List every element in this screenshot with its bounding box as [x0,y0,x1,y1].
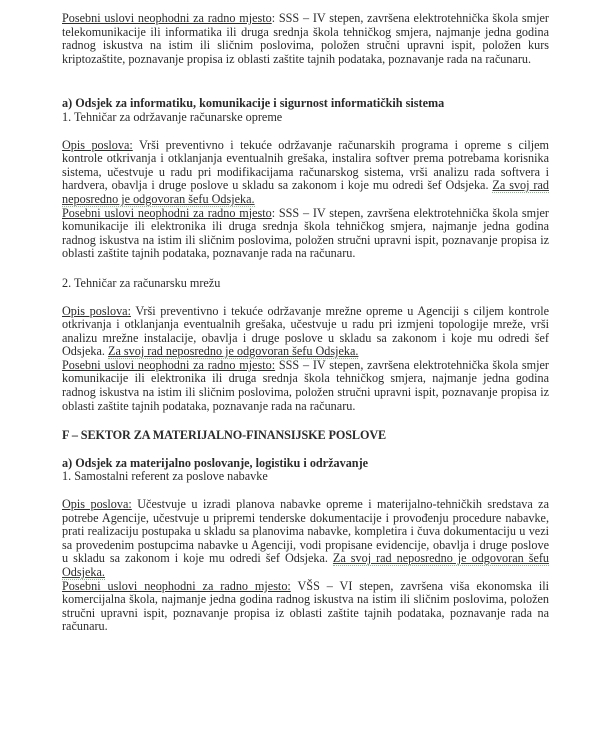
opis-text: Učestvuje u izradi planova nabavke opreme i materijalno-tehničkih sredstava za potrebe Agencije, učestvuje u pripremi tenderske dokumentacije i provođenju procedure nabavke, prati realizaciju postupaka u skladu sa planovima nabavke, kompletira i čuva dokumentaciju u vezi sa provedenim postupcima nabavke u Agenciji, vodi propisane evidencije, obavlja i druge poslove u skladu sa zakonom i koje mu odredi šef Odsjeka. [62,497,549,566]
position-1-title: 1. Tehničar za održavanje računarske opreme [62,109,283,124]
requirements-label: Posebni uslovi neophodni za radno mjesto: [62,357,276,372]
requirements-label: Posebni uslovi neophodni za radno mjesto: [62,578,291,593]
responsibility-text: Za svoj rad neposredno je odgovoran šefu Odsjeka. [62,551,550,579]
document-page [62,12,549,634]
requirements-text: VŠS – VI stepen, završena viša ekonomska ili komercijalna škola, najmanje jedna godina radnog iskustva na istim ili sličnim poslovima, položen stručni upravni ispit, poznavanje propisa iz oblasti zaštite tajnih podataka, poznavanje rada na računaru. [62,578,549,634]
opis-label: Opis poslova: [62,137,133,152]
requirements-label: Posebni uslovi neophodni za radno mjesto [62,205,272,220]
requirements-text: : SSS – IV stepen, završena elektrotehnička škola smjer komunikacije ili elektronika ili druga srednja škola tehničkog smjera, najmanje jedna godina radnog iskustva na istim ili sličnim poslovima, položen stručni upravni ispit, poznavanje propisa iz oblasti zaštite tajnih podataka, poznavanje rada na računaru. [62,205,549,261]
requirements-text: SSS – IV stepen, završena elektrotehnička škola smjer komunikacije ili elektronika ili druga srednja škola tehničkog smjera, najmanje jedna godina radnog iskustva na istim ili sličnim poslovima, položen stručni upravni ispit, poznavanje propisa iz oblasti zaštite tajnih podataka, poznavanje rada na računaru. [62,357,549,413]
position-f1-requirements [62,580,549,634]
position-1-description [62,139,549,207]
requirements-label: Posebni uslovi neophodni za radno mjesto [62,11,272,25]
opis-text: Vrši preventivno i tekuće održavanje mrežne opreme u Agenciji s ciljem kontrole otkrivanja i otklanjanja eventualnih grešaka, učestvuje u radu pri izmjeni topologije mreže, vrši analizu mrežne instalacije, obavlja i druge poslove u skladu sa zakonom i koje mu odredi šef Odsjeka. [62,303,549,359]
opis-label: Opis poslova: [62,303,131,318]
sector-f-heading: F – SEKTOR ZA MATERIJALNO-FINANSIJSKE POSLOVE [62,428,387,443]
responsibility-text: Za svoj rad neposredno je odgovoran šefu Odsjeka. [62,178,549,206]
section-f-a-heading: a) Odsjek za materijalno poslovanje, logistiku i održavanje [62,455,369,470]
position-2-description [62,305,549,359]
position-f1-title: 1. Samostalni referent za poslove nabavke [62,469,268,484]
section-a-heading: a) Odsjek za informatiku, komunikacije i sigurnost informatičkih sistema [62,96,445,111]
responsibility-text: Za svoj rad neposredno je odgovoran šefu Odsjeka. [108,344,359,359]
opis-label: Opis poslova: [62,497,132,512]
position-f1-description [62,498,549,580]
opis-text: Vrši preventivno i tekuće održavanje računarskih programa i opreme s ciljem kontrole otkrivanja i otklanjanja eventualnih grešaka, instalira softver prema potrebama korisnika sistema, učestvuje u radu pri modifikacijama računarskog sistema, vrši analizu rada softvera i hardvera, obavlja i druge poslove u skladu sa zakonom i koje mu odredi šef Odsjeka. [62,137,549,193]
position-2-requirements [62,359,549,413]
position-1-requirements [62,207,549,261]
requirements-text: : SSS – IV stepen, završena elektrotehnička škola smjer telekomunikacije ili informatika ili druga srednja škola tehničkog smjera, najmanje jedna godina radnog iskustva na istim ili sličnim poslovima, položen stručni upravni ispit, položen kurs kriptozaštite, poznavanje propisa iz oblasti zaštite tajnih podataka, poznavanje rada na računaru. [62,11,549,66]
position-2-title: 2. Tehničar za računarsku mrežu [62,275,221,290]
intro-requirements [62,12,549,66]
